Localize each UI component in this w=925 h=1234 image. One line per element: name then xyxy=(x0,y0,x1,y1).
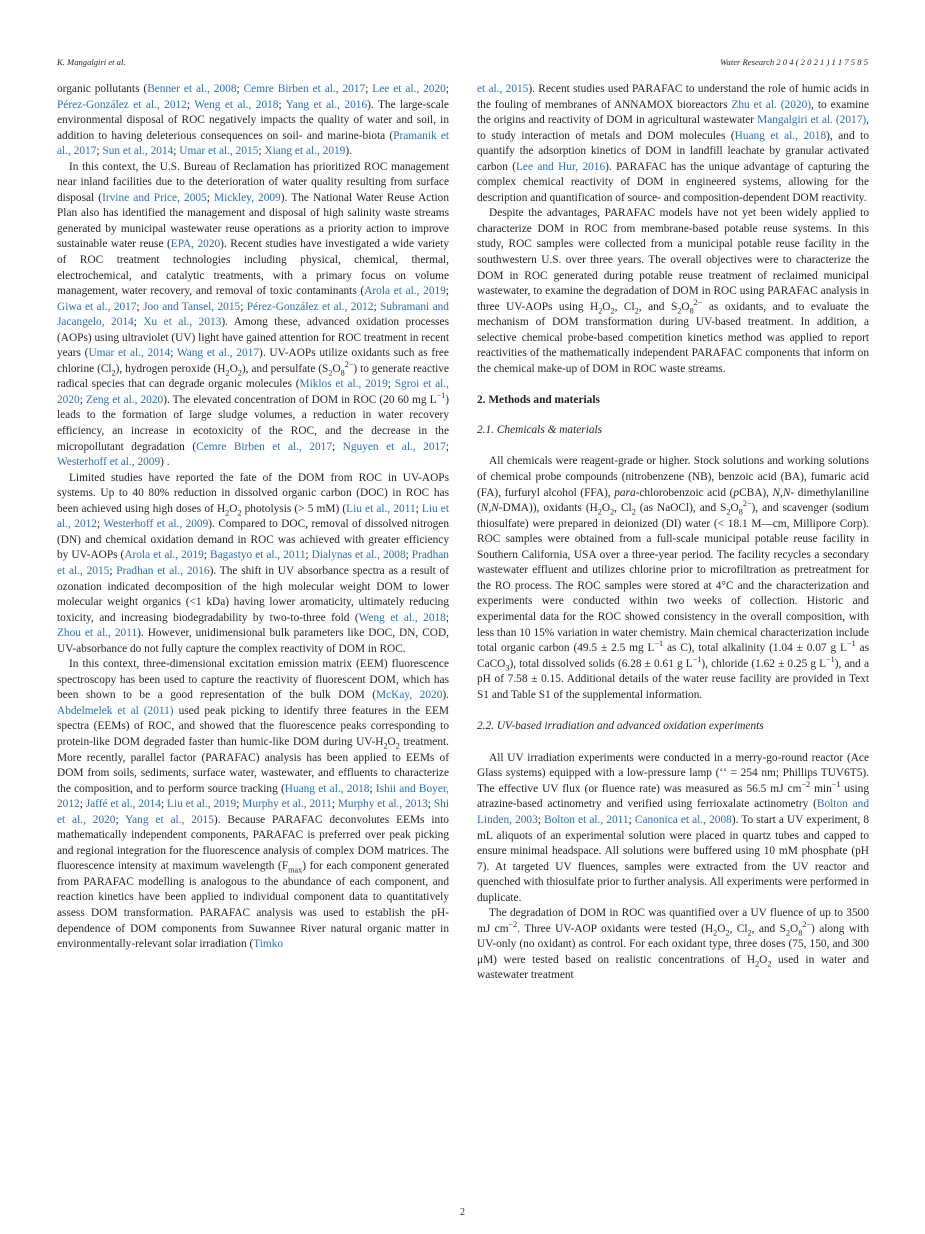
subsection-heading: 2.1. Chemicals & materials xyxy=(477,423,603,436)
running-header-journal: Water Research 2 0 4 ( 2 0 2 1 ) 1 1 7 5 8 5 xyxy=(720,57,868,67)
subsection-heading: 2.2. UV-based irradiation and advanced oxidation experiments xyxy=(477,720,764,733)
paragraph: All chemicals were reagent-grade or higher. Stock solutions and working solutions of chemical probe compounds (nitrobenzene (NB), benzoic acid (BA), fumaric acid (FA), furfuryl alcohol (FFA), para-chlorobenzoic acid (pCBA), N,N- dimethylaniline (N,N-DMA)), oxidants ($H_2O_2$, $Cl_2$ (as NaOCl), and $S_2O_8^{2-}$), and scavenger (sodium thiosulfate) were prepared in deionized (DI) water (< 18.1 M—cm, Millipore Corp). ROC samples were obtained from a full-scale municipal potable reuse facility in Southern California, USA over a three-year period. The facility recycles a secondary wastewater effluent and utilizes chlorine prior to microfiltration as pretreatment for the RO process. The ROC samples were stored at 4°C and the characterization and experiments were conducted within two weeks of collection. Historic and experimental data for the ROC showed consistency in the overall composition, with less than 10 15% variation in water chemistry. Main chemical characterization include total organic carbon (49.5 ± 2.5 mg $L^{-1}$ as C), total alkalinity (1.04 ± 0.07 g $L^{-1}$ as CaCO$_3$), total dissolved solids (6.28 ± 0.61 g $L^{-1}$), chloride (1.62 ± 0.25 g $L^{-1}$), and a pH of 7.58 ± 0.15. Additional details of the water reuse facility are provided in Text S1 and Table S1 of the supplemental information. xyxy=(477,455,870,701)
right-column xyxy=(477,82,869,984)
running-header-authors: K. Mangalgiri et al. xyxy=(57,57,126,67)
paragraph: Limited studies have reported the fate of the DOM from ROC in UV-AOPs systems. Up to 40 80% reduction in dissolved organic carbon (DOC) in ROC has been achieved using high doses of $H_2O_2$ photolysis (> 5 mM) (Liu et al., 2011; Liu et al., 2012; Westerhoff et al., 2009). Compared to DOC, removal of dissolved nitrogen (DN) and chemical oxidation demand in ROC was achieved with greater efficiency by UV-AOPs (Arola et al., 2019; Bagastyo et al., 2011; Dialynas et al., 2008; Pradhan et al., 2015; Pradhan et al., 2016). The shift in UV absorbance spectra as a result of ozonation indicated decomposition of the high molecular weight DOM to lower molecular weight organics (<1 kDa) having lower aromaticity, ultimately reducing toxicity, and increasing biodegradability by two-to-three fold (Weng et al., 2018; Zhou et al., 2011). However, unidimensional bulk parameters like DOC, DN, COD, UV-absorbance do not fully capture the complex reactivity of DOM in ROC. xyxy=(57,471,450,655)
paragraph: et al., 2015). Recent studies used PARAFAC to understand the role of humic acids in the fouling of membranes of ANNAMOX bioreactors Zhu et al. (2020), to examine the origins and reactivity of DOM in agricultural wastewater Mangalgiri et al. (2017), to study interaction of metals and DOM molecules (Huang et al., 2018), and to quantify the adsorption kinetics of DOM in landfill leachate by granular activated carbon (Lee and Hur, 2016). PARAFAC has the unique advantage of capturing the complex chemical reactivity of DOM in engineered systems, allowing for the description and quantification of source- and composition-dependent DOM reactivity. xyxy=(477,83,870,204)
paragraph: organic pollutants (Benner et al., 2008; Cemre Birben et al., 2017; Lee et al., 2020; Pérez-González et al., 2012; Weng et al., 2018; Yang et al., 2016). The large-scale environmental disposal of ROC negatively impacts the quality of water and soil, in addition to having deleterious consequences on soil- and marine-biota (Pramanik et al., 2017; Sun et al., 2014; Umar et al., 2015; Xiang et al., 2019). xyxy=(57,83,450,158)
paragraph: In this context, three-dimensional excitation emission matrix (EEM) fluorescence spectroscopy has been used to capture the reactivity of fluorescent DOM, which has been shown to be a good representation of the bulk DOM (McKay, 2020). Abdelmelek et al (2011) used peak picking to identify three features in the EEM spectra (EEMs) of ROC, and showed that the fluorescence peaks corresponding to protein-like DOM degraded faster than humic-like DOM during $UV-H_2O_2$ treatment. More recently, parallel factor (PARAFAC) analysis has been applied to EEMs of DOM from soils, sediments, surface water, wastewater, and effluents to characterize the composition, and to perform source tracking (Huang et al., 2018; Ishii and Boyer, 2012; Jaffé et al., 2014; Liu et al., 2019; Murphy et al., 2011; Murphy et al., 2013; Shi et al., 2020; Yang et al., 2015). Because PARAFAC deconvolutes EEMs into mathematically independent components, PARAFAC is preferred over peak picking and regional integration for the fluorescence analysis of complex DOM matrices. The fluorescence intensity at maximum wavelength $(F_{max})$ for each component generated from PARAFAC modelling is analogous to the abundance of each component, and reaction kinetics have been applied to individual component data to quantitatively assess DOM transformation. PARAFAC analysis was used to establish the pH-dependence of DOM components from Suwannee River natural organic matter in environmentally-relevant solar irradiation (Timko xyxy=(57,658,450,951)
paragraph: In this context, the U.S. Bureau of Reclamation has prioritized ROC management near inland facilities due to the deterioration of water quality resulting from surface disposal (Irvine and Price, 2005; Mickley, 2009). The National Water Reuse Action Plan also has identified the management and disposal of high salinity waste streams generated by municipal wastewater reuse operations as a priority action to improve sustainable water reuse (EPA, 2020). Recent studies have investigated a wide variety of ROC treatment technologies including physical, chemical, thermal, electrochemical, and catalytic treatments, with a primary focus on volume management, water recovery, and removal of toxic contaminants (Arola et al., 2019; Giwa et al., 2017; Joo and Tansel, 2015; Pérez-González et al., 2012; Subramani and Jacangelo, 2014; Xu et al., 2013). Among these, advanced oxidation processes (AOPs) using ultraviolet (UV) light have gained attention for ROC treatment in recent years (Umar et al., 2014; Wang et al., 2017). UV-AOPs utilize oxidants such as free chlorine $(Cl_2)$, hydrogen peroxide $(H_2O_2)$, and persulfate $(S_2O_8^{2-})$ to generate reactive radical species that can degrade organic molecules (Miklos et al., 2019; Sgroi et al., 2020; Zeng et al., 2020). The elevated concentration of DOM in ROC (20 60 mg $L^{-1}$) leads to the formation of large sludge volumes, a reduction in water recovery efficiency, an increase in ecotoxicity of the ROC, and the decrease in the micropollutant degradation (Cemre Birben et al., 2017; Nguyen et al., 2017; Westerhoff et al., 2009) . xyxy=(57,160,450,469)
page-number: 2 xyxy=(460,1207,465,1218)
paragraph: The degradation of DOM in ROC was quantified over a UV fluence of up to 3500 mJ $cm^{-2}$. Three UV-AOP oxidants were tested ($H_2O_2$, $Cl_2$, and $S_2O_8^{2-}$) along with UV-only (no oxidant) as control. For each oxidant type, three doses (75, 150, and 300 μM) were tested based on realistic concentrations of $H_2O_2$ used in water and wastewater treatment xyxy=(477,907,870,982)
paragraph: Despite the advantages, PARAFAC models have not yet been widely applied to characterize DOM in ROC from membrane-based potable reuse systems. In this study, ROC samples were collected from a municipal potable reuse facility in the southwestern U.S. over three years. The overall objectives were to characterize the DOM in ROC generated during potable reuse treatment of reclaimed municipal wastewater, to examine the degradation of DOM in ROC using PARAFAC analysis in three UV-AOPs using $H_2O_2$, $Cl_2$, and $S_2O_8^{2-}$ as oxidants, and to evaluate the mechanism of DOM transformation during UV-based treatment. In addition, a selective chemical probe-based competition kinetics method was applied to report reactivities of the mathematically independent PARAFAC components that inform on the chemical make-up of DOM in ROC waste streams. xyxy=(477,207,870,375)
left-column xyxy=(57,82,449,953)
paragraph: All UV irradiation experiments were conducted in a merry-go-round reactor (Ace Glass systems) equipped with a low-pressure lamp (ʻʻ = 254 nm; Phillips TUV6T5). The effective UV flux (or fluence rate) was measured as 56.5 mJ $cm^{-2}$ $\min^{-1} using$ atrazine-based actinometry and verified using ferrioxalate actinometry (Bolton and Linden, 2003; Bolton et al., 2011; Canonica et al., 2008). To start a UV experiment, 8 mL aliquots of an experimental solution were placed in quartz tubes and capped to ensure minimal headspace. All solutions were buffered using 10 mM phosphate (pH 7). At targeted UV fluences, samples were extracted from the UV reactor and quenched with thiosulfate prior to further analysis. All experiments were performed in duplicate. xyxy=(477,751,870,904)
section-heading: 2. Methods and materials xyxy=(477,394,600,407)
